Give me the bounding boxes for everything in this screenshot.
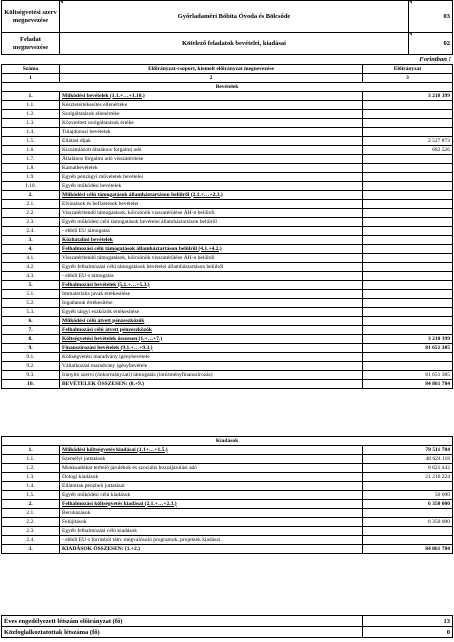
row-name: Költségvetési maradvány igénybevétele: [60, 353, 363, 362]
row-name: Működési költségvetés kiadásai (1.1+…+1.5.): [60, 446, 363, 455]
row-value: [363, 299, 453, 308]
col-header-number: Száma: [2, 65, 60, 74]
row-name: Elvonások és befizetések bevételei: [60, 200, 363, 209]
table-row: [2, 518, 453, 527]
public-workers-label: Közfoglalkoztatottak létszáma (fő): [2, 627, 363, 638]
table-row: [2, 101, 453, 110]
row-name: Egyéb működési bevételek: [60, 182, 363, 191]
row-number: 4.3.: [2, 272, 60, 281]
row-name: Általános forgalmi adó visszatérítése: [60, 155, 363, 164]
table-row: [2, 110, 453, 119]
row-value: [363, 173, 453, 182]
currency-note: Forintban !: [419, 56, 451, 63]
table-row: [2, 545, 453, 554]
table-row: [2, 119, 453, 128]
row-name: Költségvetési bevételek összesen (1.+…+7.): [60, 335, 363, 344]
row-value: 48 624 118: [363, 455, 453, 464]
table-row: [2, 191, 453, 200]
row-number: 1.4.: [2, 482, 60, 491]
row-value: 81 651 385: [363, 344, 453, 353]
row-value: [363, 308, 453, 317]
table-row: [2, 326, 453, 335]
row-name: Ellátási díjak: [60, 137, 363, 146]
row-number: 10.: [2, 380, 60, 389]
table-row: [2, 218, 453, 227]
row-name: BEVÉTELEK ÖSSZESEN: (8.+9.): [60, 380, 363, 389]
expense-table: [1, 436, 453, 554]
row-value: 8 621 442: [363, 464, 453, 473]
row-name: Tulajdonosi bevételek: [60, 128, 363, 137]
row-value: [363, 200, 453, 209]
row-value: 81 651 385: [363, 371, 453, 380]
row-number: 1.2.: [2, 464, 60, 473]
table-row: [2, 254, 453, 263]
row-value: [363, 362, 453, 371]
row-number: 1.: [2, 446, 60, 455]
table-row: [2, 164, 453, 173]
table-row: [2, 317, 453, 326]
table-row: [2, 473, 453, 482]
row-name: Egyéb tárgyi eszközök értékesítése: [60, 308, 363, 317]
table-row: [2, 227, 453, 236]
row-number: 9.2.: [2, 362, 60, 371]
col-header-group: Előirányzat-csoport, kiemelt előirányzat megnevezése: [60, 65, 363, 74]
staff-label: Éves engedélyezett létszám előirányzat (fő): [2, 616, 363, 627]
row-name: - ebből EU-s támogatás: [60, 272, 363, 281]
row-number: 1.6.: [2, 146, 60, 155]
row-number: 1.3.: [2, 119, 60, 128]
row-value: 6 350 000: [363, 500, 453, 509]
row-name: Készletértékesítés ellenértéke: [60, 101, 363, 110]
row-number: 2.1.: [2, 509, 60, 518]
row-name: Személyi juttatások: [60, 455, 363, 464]
table-row: [2, 509, 453, 518]
row-number: 6.: [2, 317, 60, 326]
row-value: [363, 218, 453, 227]
row-number: 9.1.: [2, 353, 60, 362]
row-value: [363, 245, 453, 254]
row-value: 84 861 784: [363, 545, 453, 554]
row-value: 84 861 784: [363, 380, 453, 389]
row-name: Felújítások: [60, 518, 363, 527]
table-row: [2, 455, 453, 464]
table-row: [2, 362, 453, 371]
col-index-1: 1: [2, 74, 60, 83]
row-value: [363, 119, 453, 128]
row-value: 78 511 784: [363, 446, 453, 455]
row-name: Felhalmozási célú átvett pénzeszközök: [60, 326, 363, 335]
cell-marker-icon: [409, 33, 412, 36]
row-name: Szolgáltatások ellenértéke: [60, 110, 363, 119]
table-row: [2, 464, 453, 473]
table-row: [2, 236, 453, 245]
row-value: [363, 209, 453, 218]
table-row: [2, 182, 453, 191]
row-value: [363, 272, 453, 281]
table-row: [2, 272, 453, 281]
revenue-section-title: Bevételek: [2, 83, 453, 92]
row-value: [363, 263, 453, 272]
row-name: Egyéb felhalmozási célú kiadások: [60, 527, 363, 536]
revenue-table: [1, 64, 453, 389]
row-name: Egyéb felhalmozási célú támogatások bevételei államháztartáson belülről: [60, 263, 363, 272]
row-number: 1.9.: [2, 173, 60, 182]
row-number: 4.2.: [2, 263, 60, 272]
row-value: [363, 482, 453, 491]
row-number: 2.3.: [2, 527, 60, 536]
row-value: [363, 182, 453, 191]
row-value: [363, 128, 453, 137]
row-number: 5.2.: [2, 299, 60, 308]
table-row: [2, 290, 453, 299]
table-row: [2, 335, 453, 344]
table-row: [2, 263, 453, 272]
table-row: [2, 155, 453, 164]
table-row: [2, 308, 453, 317]
row-name: Közvetített szolgáltatások értéke: [60, 119, 363, 128]
table-row: [2, 482, 453, 491]
table-row: [2, 299, 453, 308]
row-number: 2.3.: [2, 218, 60, 227]
row-value: 21 216 224: [363, 473, 453, 482]
row-name: Egyéb működési célú támogatások bevételei államháztartáson belülről: [60, 218, 363, 227]
row-value: [363, 527, 453, 536]
row-name: Dologi kiadások: [60, 473, 363, 482]
row-name: Ingatlanok értékesítése: [60, 299, 363, 308]
row-name: Irányító szervi (önkormányzati) támogatás (intézményfinanszírozás): [60, 371, 363, 380]
table-row: [2, 500, 453, 509]
row-number: 1.4.: [2, 128, 60, 137]
row-value: [363, 536, 453, 545]
row-value: 2 527 873: [363, 137, 453, 146]
row-name: Egyéb működési célú kiadások: [60, 491, 363, 500]
row-name: Működési célú átvett pénzeszközök: [60, 317, 363, 326]
row-number: 2.: [2, 500, 60, 509]
row-number: 5.1.: [2, 290, 60, 299]
row-name: Működési célú támogatások államháztartáson belülről (2.1.+…+2.3.): [60, 191, 363, 200]
row-value: [363, 227, 453, 236]
agency-label: Költségvetési szerv megnevezése: [2, 1, 60, 33]
task-code: 02: [409, 33, 453, 55]
table-row: [2, 380, 453, 389]
row-value: [363, 281, 453, 290]
row-number: 2.4.: [2, 227, 60, 236]
staff-value: 13: [363, 616, 453, 627]
row-value: [363, 110, 453, 119]
row-value: [363, 254, 453, 263]
row-value: [363, 326, 453, 335]
task-label: Feladat megnevezése: [2, 33, 60, 55]
row-value: 3 210 399: [363, 335, 453, 344]
row-number: 1.5.: [2, 491, 60, 500]
revenue-rows: [2, 92, 453, 389]
row-value: [363, 236, 453, 245]
agency-name: Győrladaméri Bóbita Óvoda és Bölcsőde: [60, 1, 409, 33]
table-row: [2, 200, 453, 209]
row-value: 50 000: [363, 491, 453, 500]
row-name: Immateriális javak értékesítése: [60, 290, 363, 299]
row-name: Kamatbevételek: [60, 164, 363, 173]
table-row: [2, 491, 453, 500]
row-number: 1.1.: [2, 101, 60, 110]
row-number: 5.3.: [2, 308, 60, 317]
row-number: 1.5.: [2, 137, 60, 146]
row-number: 2.2.: [2, 518, 60, 527]
row-name: Visszatérítendő támogatások, kölcsönök visszatérülése ÁH-n belülről: [60, 254, 363, 263]
cell-marker-icon: [409, 1, 412, 4]
row-number: 2.1.: [2, 200, 60, 209]
row-number: 1.7.: [2, 155, 60, 164]
col-index-2: 2: [60, 74, 363, 83]
table-row: [2, 209, 453, 218]
row-name: Egyéb pénzügyi műveletek bevételei: [60, 173, 363, 182]
col-header-estimate: Előirányzat: [363, 65, 453, 74]
table-row: [2, 371, 453, 380]
row-number: 3.: [2, 545, 60, 554]
row-value: 6 350 000: [363, 518, 453, 527]
row-name: Felhalmozási bevételek (5.1.+…+5.3.): [60, 281, 363, 290]
row-number: 2.2.: [2, 209, 60, 218]
row-number: 1.3.: [2, 473, 60, 482]
row-name: Ellátottak pénzbeli juttatásai: [60, 482, 363, 491]
public-workers-value: 0: [363, 627, 453, 638]
row-name: Finanszírozási bevételek (9.1.+…+9.3.): [60, 344, 363, 353]
row-value: [363, 101, 453, 110]
row-number: 1.8.: [2, 164, 60, 173]
row-number: 2.4.: [2, 536, 60, 545]
table-row: [2, 344, 453, 353]
table-row: [2, 527, 453, 536]
row-number: 5.: [2, 281, 60, 290]
table-row: [2, 245, 453, 254]
expense-section-title: Kiadások: [2, 437, 453, 446]
row-value: [363, 317, 453, 326]
row-name: Felhalmozási költségvetés kiadásai (2.1.+…+2.3.): [60, 500, 363, 509]
row-name: Beruházások: [60, 509, 363, 518]
cell-marker-icon: [60, 1, 63, 4]
row-value: [363, 164, 453, 173]
row-value: [363, 290, 453, 299]
table-row: [2, 128, 453, 137]
row-value: 682 526: [363, 146, 453, 155]
table-row: [2, 536, 453, 545]
row-name: Kiszámlázott általános forgalmi adó: [60, 146, 363, 155]
row-number: 1.: [2, 92, 60, 101]
row-number: 4.1.: [2, 254, 60, 263]
table-row: [2, 146, 453, 155]
row-name: Felhalmozási célú támogatások államháztartáson belülről (4.1.+4.2.): [60, 245, 363, 254]
table-row: [2, 92, 453, 101]
table-row: [2, 281, 453, 290]
row-number: 1.1.: [2, 455, 60, 464]
row-name: Vállalkozási maradvány igénybevétele: [60, 362, 363, 371]
expense-rows: [2, 446, 453, 554]
row-name: Közhatalmi bevételek: [60, 236, 363, 245]
row-value: [363, 509, 453, 518]
row-number: 9.3.: [2, 371, 60, 380]
row-number: 9.: [2, 344, 60, 353]
staff-table: [1, 615, 453, 638]
row-number: 3.: [2, 236, 60, 245]
row-number: 1.10.: [2, 182, 60, 191]
table-row: [2, 137, 453, 146]
row-value: [363, 155, 453, 164]
row-name: Visszatérítendő támogatások, kölcsönök visszatérülése ÁH-n belülről: [60, 209, 363, 218]
header-table: [1, 0, 453, 55]
row-number: 1.2.: [2, 110, 60, 119]
row-value: [363, 191, 453, 200]
row-number: 7.: [2, 326, 60, 335]
table-row: [2, 173, 453, 182]
task-name: Kötelező feladatok bevételei, kiadásai: [60, 33, 409, 55]
table-row: [2, 446, 453, 455]
table-row: [2, 353, 453, 362]
row-number: 8.: [2, 335, 60, 344]
row-name: - ebből EU támogatás: [60, 227, 363, 236]
row-value: 3 210 399: [363, 92, 453, 101]
row-number: 4.: [2, 245, 60, 254]
row-number: 2.: [2, 191, 60, 200]
row-name: Munkaadókat terhelő járulékok és szociális hozzájárulási adó: [60, 464, 363, 473]
row-name: KIADÁSOK ÖSSZESEN: (1.+2.): [60, 545, 363, 554]
row-name: - ebből EU-s forrásból tám. megvalósuló programok, projektek kiadásai: [60, 536, 363, 545]
col-index-3: 3: [363, 74, 453, 83]
row-name: Működési bevételek (1.1.+…+1.10.): [60, 92, 363, 101]
agency-code: 03: [409, 1, 453, 33]
row-value: [363, 353, 453, 362]
